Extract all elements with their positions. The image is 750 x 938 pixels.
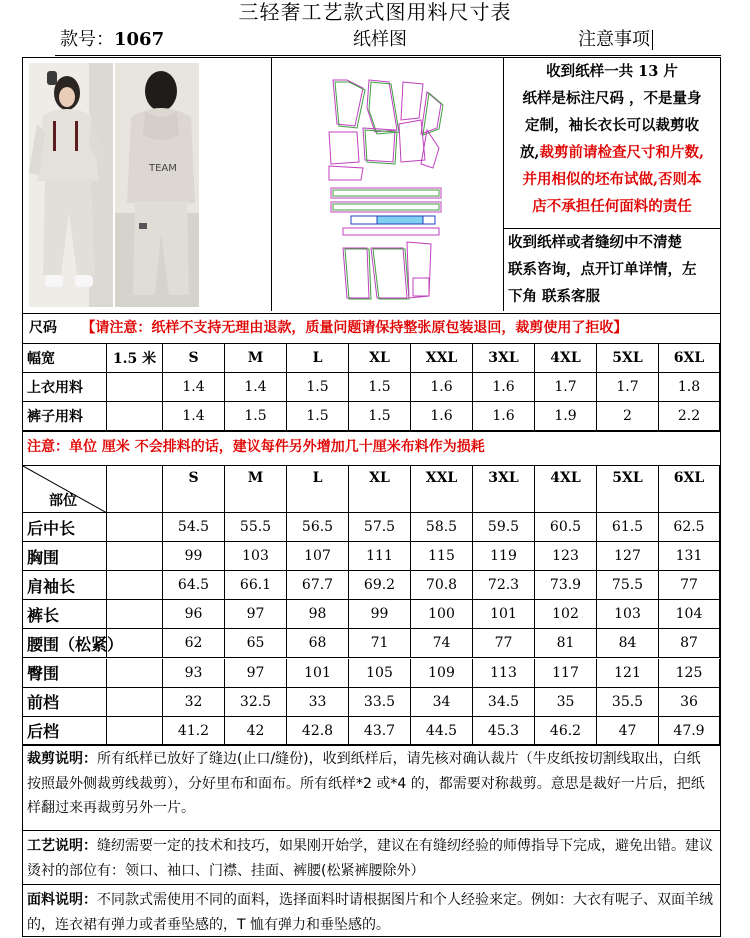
- fabric-value: 1.4: [163, 373, 225, 402]
- notes-contact-info: [504, 229, 720, 311]
- measurement-value: 105: [349, 659, 411, 688]
- style-code-label: 款号：: [60, 29, 114, 50]
- measurement-value: 115: [411, 542, 473, 571]
- empty-cell: [107, 542, 163, 571]
- size-header: 5XL: [597, 344, 659, 373]
- measurement-value: 125: [659, 659, 720, 688]
- size-header: 4XL: [535, 344, 597, 373]
- measurement-value: 34.5: [473, 688, 535, 717]
- fabric-value: 1.5: [287, 402, 349, 431]
- header-divider: [55, 55, 721, 56]
- measurement-value: 35.5: [597, 688, 659, 717]
- note-line: 下角 联系客服: [508, 288, 601, 305]
- measurement-value: 56.5: [287, 513, 349, 542]
- measurement-value: 87: [659, 629, 720, 658]
- measurement-label: 肩袖长: [23, 571, 107, 600]
- style-code: [60, 28, 164, 52]
- measurement-value: 44.5: [411, 717, 473, 746]
- size-header: S: [163, 466, 225, 513]
- measurement-table: [23, 465, 720, 746]
- craft-instructions: [23, 830, 720, 884]
- measurement-value: 69.2: [349, 571, 411, 600]
- unit-notice: [23, 431, 720, 465]
- measurement-value: 60.5: [535, 513, 597, 542]
- fabric-value: 1.6: [411, 373, 473, 402]
- empty-cell: [107, 600, 163, 629]
- notes-heading-text: 注意事项: [578, 29, 650, 50]
- measurement-value: 65: [225, 629, 287, 658]
- craft-text: 缝纫需要一定的技术和技巧，如果刚开始学，建议在有缝纫经验的师傅指导下完成，避免出错。建议烫衬的部位有：领口、袖口、门襟、挂面、裤腰(松紧裤腰除外）: [27, 838, 713, 879]
- measurement-label: 裤长: [23, 600, 107, 629]
- empty-cell: [107, 571, 163, 600]
- size-header: XXL: [411, 344, 473, 373]
- size-header: XL: [349, 466, 411, 513]
- note-line: 收到纸样或者缝纫中不清楚: [508, 234, 682, 251]
- empty-cell: [107, 373, 163, 402]
- note-warning: 裁剪前请检查尺寸和片数,: [539, 144, 705, 161]
- measurement-value: 109: [411, 659, 473, 688]
- top-block: [23, 58, 720, 313]
- measurement-value: 36: [659, 688, 720, 717]
- size-header: L: [287, 344, 349, 373]
- cutting-label: 裁剪说明：: [27, 751, 97, 767]
- measurement-value: 45.3: [473, 717, 535, 746]
- fabric-value: 1.5: [349, 402, 411, 431]
- measurement-value: 97: [225, 600, 287, 629]
- measurement-value: 104: [659, 600, 720, 629]
- measurement-value: 55.5: [225, 513, 287, 542]
- measurement-value: 42.8: [287, 717, 349, 746]
- document-title: 三轻奢工艺款式图用料尺寸表: [238, 0, 512, 24]
- measurement-value: 67.7: [287, 571, 349, 600]
- empty-cell: [107, 688, 163, 717]
- note-line: 收到纸样一共 13 片: [546, 63, 678, 80]
- measurement-value: 61.5: [597, 513, 659, 542]
- measurement-value: 75.5: [597, 571, 659, 600]
- width-value: 1.5 米: [107, 344, 163, 373]
- unit-notice-text: 注意：单位 厘米 不会排料的话，建议每件另外增加几十厘米布料作为损耗: [27, 439, 485, 455]
- measurement-value: 47.9: [659, 717, 720, 746]
- note-line: 定制，袖长衣长可以裁剪收: [525, 117, 699, 134]
- photo-back-image: [115, 63, 199, 307]
- measurement-value: 62: [163, 629, 225, 658]
- empty-cell: [107, 659, 163, 688]
- size-header: XL: [349, 344, 411, 373]
- style-code-value: 1067: [114, 29, 165, 50]
- measurement-label: 腰围（松紧）: [23, 629, 107, 658]
- fabric-value: 1.7: [535, 373, 597, 402]
- measurement-label: 臀围: [23, 659, 107, 688]
- fabric-instructions: [23, 884, 720, 938]
- fabric-usage-table: [23, 343, 720, 432]
- measurement-value: 107: [287, 542, 349, 571]
- measurement-value: 93: [163, 659, 225, 688]
- measurement-value: 117: [535, 659, 597, 688]
- measurement-value: 68: [287, 629, 349, 658]
- size-header: 5XL: [597, 466, 659, 513]
- measurement-value: 81: [535, 629, 597, 658]
- fabric-value: 1.6: [411, 402, 473, 431]
- measurement-value: 77: [659, 571, 720, 600]
- empty-cell: [107, 629, 163, 658]
- measurement-value: 101: [287, 659, 349, 688]
- measurement-value: 33.5: [349, 688, 411, 717]
- measurement-value: 41.2: [163, 717, 225, 746]
- fabric-value: 1.5: [225, 402, 287, 431]
- fabric-value: 1.6: [473, 373, 535, 402]
- measurement-value: 96: [163, 600, 225, 629]
- size-notice-label: 尺码: [29, 320, 57, 336]
- size-header: 6XL: [659, 466, 720, 513]
- measurement-value: 113: [473, 659, 535, 688]
- size-header: M: [225, 344, 287, 373]
- measurement-value: 74: [411, 629, 473, 658]
- measurement-value: 127: [597, 542, 659, 571]
- size-header: 4XL: [535, 466, 597, 513]
- empty-cell: [107, 402, 163, 431]
- fabric-label: 面料说明：: [27, 892, 97, 908]
- photo-cell: [23, 58, 272, 311]
- craft-label: 工艺说明：: [27, 838, 97, 854]
- pattern-diagram-cell: [271, 58, 504, 311]
- size-header: M: [225, 466, 287, 513]
- measurement-value: 35: [535, 688, 597, 717]
- fabric-text: 不同款式需使用不同的面料，选择面料时请根据图片和个人经验来定。例如：大衣有呢子、双面羊绒的，连衣裙有弹力或者垂坠感的，T 恤有弹力和垂坠感的。: [27, 892, 713, 933]
- fabric-value: 2.2: [659, 402, 720, 431]
- size-header: L: [287, 466, 349, 513]
- measurement-value: 97: [225, 659, 287, 688]
- measurement-value: 123: [535, 542, 597, 571]
- note-warning: 店不承担任何面料的责任: [532, 198, 692, 215]
- measurement-value: 98: [287, 600, 349, 629]
- measurement-value: 100: [411, 600, 473, 629]
- measurement-value: 42: [225, 717, 287, 746]
- measurement-value: 66.1: [225, 571, 287, 600]
- spec-sheet: [22, 57, 721, 937]
- notes-heading: [578, 28, 653, 52]
- cutting-instructions: [23, 744, 720, 830]
- size-notice: [23, 313, 720, 343]
- pattern-heading: 纸样图: [353, 29, 407, 50]
- measurement-value: 131: [659, 542, 720, 571]
- width-label: 幅宽: [23, 344, 107, 373]
- fabric-value: 1.6: [473, 402, 535, 431]
- empty-cell: [107, 466, 163, 513]
- measurement-value: 58.5: [411, 513, 473, 542]
- note-warning: 并用相似的坯布试做,否则本: [522, 171, 702, 188]
- measurement-value: 32: [163, 688, 225, 717]
- measurement-value: 84: [597, 629, 659, 658]
- fabric-value: 1.5: [287, 373, 349, 402]
- measurement-value: 103: [597, 600, 659, 629]
- note-line: 联系咨询，点开订单详情，左: [508, 261, 697, 278]
- measurement-label: 后档: [23, 717, 107, 746]
- size-header: 3XL: [473, 466, 535, 513]
- measurement-label: 前档: [23, 688, 107, 717]
- fabric-value: 1.7: [597, 373, 659, 402]
- fabric-value: 1.5: [349, 373, 411, 402]
- fabric-value: 1.8: [659, 373, 720, 402]
- measurement-value: 54.5: [163, 513, 225, 542]
- measurement-value: 43.7: [349, 717, 411, 746]
- measurement-value: 77: [473, 629, 535, 658]
- measurement-value: 46.2: [535, 717, 597, 746]
- note-line: [504, 139, 720, 166]
- size-header: S: [163, 344, 225, 373]
- measurement-value: 57.5: [349, 513, 411, 542]
- measurement-value: 72.3: [473, 571, 535, 600]
- fabric-value: 1.9: [535, 402, 597, 431]
- fabric-row-label: 上衣用料: [23, 373, 107, 402]
- notes-pattern-info: [504, 58, 720, 229]
- corner-label: 部位: [49, 493, 77, 509]
- fabric-value: 1.4: [163, 402, 225, 431]
- fabric-value: 1.4: [225, 373, 287, 402]
- measurement-value: 111: [349, 542, 411, 571]
- measurement-value: 47: [597, 717, 659, 746]
- pattern-pieces-diagram: [271, 58, 503, 311]
- measurement-label: 后中长: [23, 513, 107, 542]
- measurement-value: 71: [349, 629, 411, 658]
- measurement-value: 102: [535, 600, 597, 629]
- size-header: 6XL: [659, 344, 720, 373]
- measurement-value: 70.8: [411, 571, 473, 600]
- measurement-value: 59.5: [473, 513, 535, 542]
- svg-text:TEAM: TEAM: [149, 163, 177, 174]
- fabric-row-label: 裤子用料: [23, 402, 107, 431]
- size-header: 3XL: [473, 344, 535, 373]
- measurement-value: 103: [225, 542, 287, 571]
- measurement-value: 119: [473, 542, 535, 571]
- note-line: 纸样是标注尺码 ，不是量身: [522, 90, 702, 107]
- fabric-value: 2: [597, 402, 659, 431]
- measurement-value: 34: [411, 688, 473, 717]
- measurement-value: 121: [597, 659, 659, 688]
- measurement-value: 32.5: [225, 688, 287, 717]
- measurement-label: 胸围: [23, 542, 107, 571]
- photo-front-image: [29, 63, 113, 307]
- measurement-value: 64.5: [163, 571, 225, 600]
- size-header: XXL: [411, 466, 473, 513]
- corner-cell: [23, 466, 107, 513]
- measurement-value: 99: [349, 600, 411, 629]
- empty-cell: [107, 717, 163, 746]
- cutting-text: 所有纸样已放好了缝边(止口/缝份)，收到纸样后，请先核对确认裁片（牛皮纸按切割线取出，白纸按照最外侧裁剪线裁剪），分好里布和面布。所有纸样*2 或*4 的，都需要对称裁剪。意思是裁好一片后，把纸样翻过来再裁剪另外一片。: [27, 751, 705, 816]
- measurement-value: 62.5: [659, 513, 720, 542]
- measurement-value: 73.9: [535, 571, 597, 600]
- measurement-value: 33: [287, 688, 349, 717]
- text-cursor: [652, 30, 653, 50]
- note-text: 放,: [519, 144, 540, 161]
- measurement-value: 99: [163, 542, 225, 571]
- empty-cell: [107, 513, 163, 542]
- size-notice-text: 【请注意：纸样不支持无理由退款，质量问题请保持整张原包装退回，裁剪使用了拒收】: [81, 320, 628, 336]
- measurement-value: 101: [473, 600, 535, 629]
